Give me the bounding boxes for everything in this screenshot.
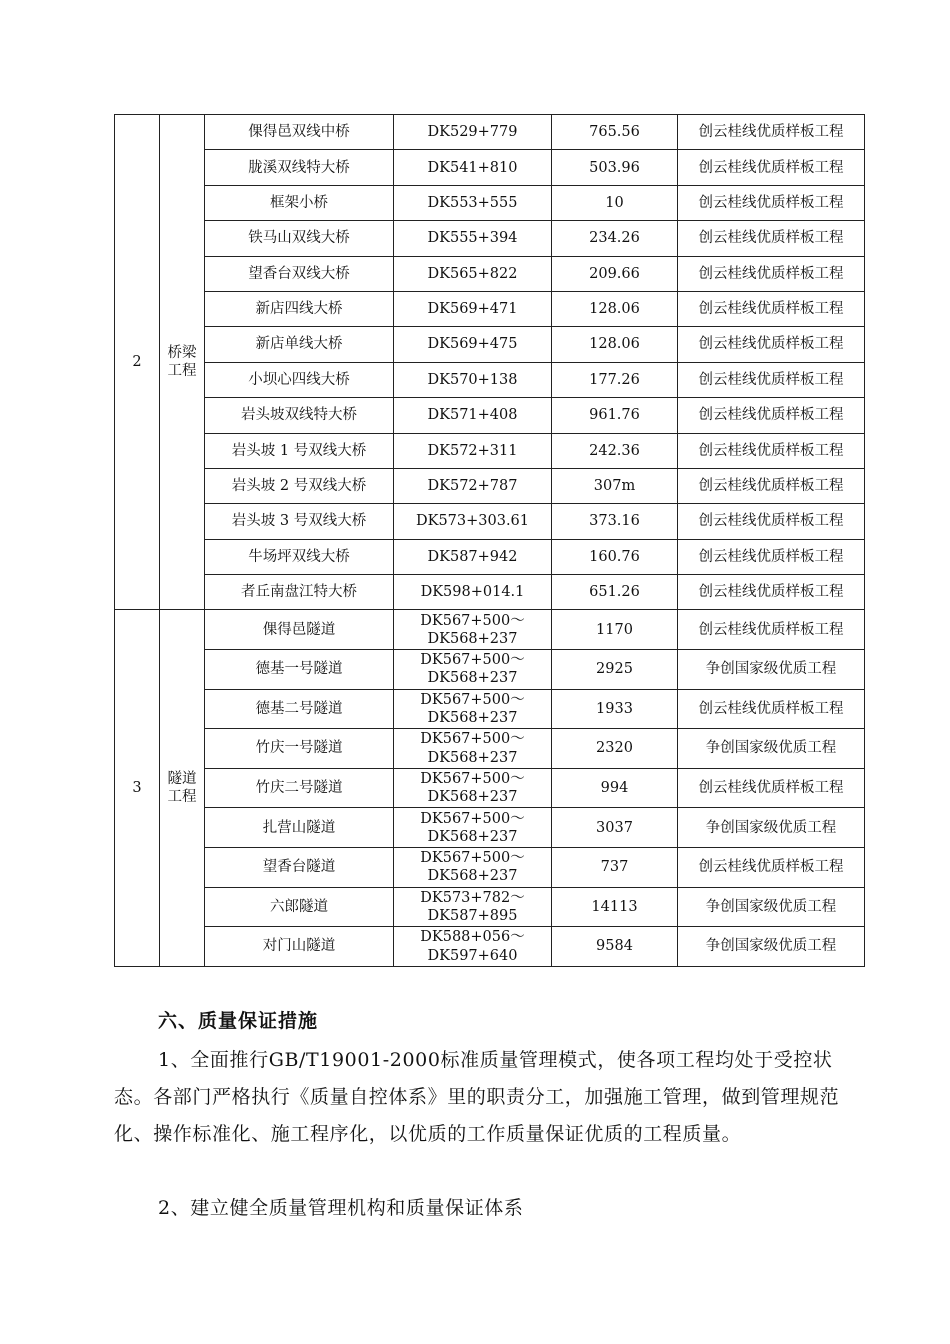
length-cell: 765.56	[552, 115, 678, 150]
length-cell: 961.76	[552, 398, 678, 433]
length-cell: 14113	[552, 887, 678, 927]
mileage-cell: DK571+408	[394, 398, 552, 433]
quality-goal-cell: 创云桂线优质样板工程	[678, 256, 865, 291]
length-cell: 2320	[552, 729, 678, 769]
table-row	[115, 150, 865, 185]
mileage-cell: DK570+138	[394, 362, 552, 397]
quality-goal-cell: 创云桂线优质样板工程	[678, 504, 865, 539]
quality-goal-cell: 创云桂线优质样板工程	[678, 291, 865, 326]
mileage-cell: DK555+394	[394, 221, 552, 256]
table-row	[115, 650, 865, 690]
mileage-end: DK568+237	[427, 789, 518, 806]
table-row	[115, 504, 865, 539]
quality-goal-cell: 创云桂线优质样板工程	[678, 610, 865, 650]
mileage-cell	[394, 689, 552, 729]
length-cell: 994	[552, 768, 678, 808]
quality-goal-cell: 创云桂线优质样板工程	[678, 689, 865, 729]
project-name-cell: 岩头坡 1 号双线大桥	[205, 433, 394, 468]
table-row	[115, 729, 865, 769]
project-name-cell: 者丘南盘江特大桥	[205, 575, 394, 610]
mileage-cell	[394, 729, 552, 769]
project-name-cell: 倮得邑隧道	[205, 610, 394, 650]
project-name-cell: 岩头坡双线特大桥	[205, 398, 394, 433]
length-cell: 160.76	[552, 539, 678, 574]
mileage-end: DK587+895	[427, 907, 518, 924]
table-row	[115, 221, 865, 256]
length-cell: 1170	[552, 610, 678, 650]
section-heading: 六、质量保证措施	[158, 1010, 319, 1032]
project-name-cell: 框架小桥	[205, 185, 394, 220]
mileage-end: DK568+237	[427, 828, 518, 845]
length-cell: 3037	[552, 808, 678, 848]
project-name-cell: 小坝心四线大桥	[205, 362, 394, 397]
quality-goal-cell: 创云桂线优质样板工程	[678, 327, 865, 362]
quality-goal-cell: 争创国家级优质工程	[678, 927, 865, 967]
length-cell: 307m	[552, 468, 678, 503]
mileage-cell: DK569+471	[394, 291, 552, 326]
mileage-cell: DK572+787	[394, 468, 552, 503]
quality-goal-cell: 创云桂线优质样板工程	[678, 433, 865, 468]
project-name-cell: 竹庆二号隧道	[205, 768, 394, 808]
mileage-end: DK568+237	[427, 709, 518, 726]
mileage-end: DK568+237	[427, 749, 518, 766]
quality-goal-cell: 争创国家级优质工程	[678, 887, 865, 927]
quality-goal-cell: 创云桂线优质样板工程	[678, 539, 865, 574]
table-row	[115, 327, 865, 362]
mileage-cell: DK573+303.61	[394, 504, 552, 539]
table-row	[115, 256, 865, 291]
mileage-start: DK567+500～	[420, 850, 525, 867]
quality-goal-cell: 争创国家级优质工程	[678, 808, 865, 848]
length-cell: 234.26	[552, 221, 678, 256]
mileage-start: DK567+500～	[420, 771, 525, 788]
mileage-cell: DK565+822	[394, 256, 552, 291]
group-index-cell: 3	[115, 610, 160, 966]
quality-goal-cell: 创云桂线优质样板工程	[678, 150, 865, 185]
mileage-cell: DK553+555	[394, 185, 552, 220]
paragraph-1: 1、全面推行GB/T19001-2000标准质量管理模式，使各项工程均处于受控状态。各部门严格执行《质量自控体系》里的职责分工，加强施工管理，做到管理规范化、操作标准化、施工程序化，以优质的工作质量保证优质的工程质量。	[114, 1049, 840, 1145]
quality-goal-cell: 争创国家级优质工程	[678, 650, 865, 690]
table-row	[115, 927, 865, 967]
length-cell: 177.26	[552, 362, 678, 397]
table-row	[115, 362, 865, 397]
mileage-cell: DK598+014.1	[394, 575, 552, 610]
table-row	[115, 768, 865, 808]
table-row	[115, 185, 865, 220]
mileage-start: DK567+500～	[420, 612, 525, 629]
mileage-end: DK568+237	[427, 670, 518, 687]
length-cell: 9584	[552, 927, 678, 967]
mileage-cell	[394, 610, 552, 650]
length-cell: 2925	[552, 650, 678, 690]
table-row	[115, 575, 865, 610]
table-row	[115, 539, 865, 574]
mileage-cell	[394, 768, 552, 808]
mileage-cell	[394, 887, 552, 927]
table-row	[115, 468, 865, 503]
length-cell: 128.06	[552, 291, 678, 326]
project-name-cell: 六郎隧道	[205, 887, 394, 927]
length-cell: 10	[552, 185, 678, 220]
project-name-cell: 新店单线大桥	[205, 327, 394, 362]
quality-goal-cell: 创云桂线优质样板工程	[678, 848, 865, 888]
mileage-start: DK567+500～	[420, 652, 525, 669]
length-cell: 503.96	[552, 150, 678, 185]
mileage-cell: DK587+942	[394, 539, 552, 574]
quality-goal-cell: 创云桂线优质样板工程	[678, 398, 865, 433]
mileage-end: DK568+237	[427, 630, 518, 647]
paragraph-2: 2、建立健全质量管理机构和质量保证体系	[158, 1197, 524, 1219]
mileage-start: DK573+782～	[420, 889, 525, 906]
mileage-start: DK567+500～	[420, 731, 525, 748]
group-category-cell: 隧道 工程	[160, 610, 205, 966]
mileage-end: DK568+237	[427, 868, 518, 885]
length-cell: 1933	[552, 689, 678, 729]
length-cell: 651.26	[552, 575, 678, 610]
project-name-cell: 望香台双线大桥	[205, 256, 394, 291]
project-name-cell: 新店四线大桥	[205, 291, 394, 326]
table-row	[115, 610, 865, 650]
mileage-end: DK597+640	[427, 947, 518, 964]
mileage-cell: DK569+475	[394, 327, 552, 362]
mileage-start: DK567+500～	[420, 810, 525, 827]
table-row	[115, 398, 865, 433]
project-quality-table	[114, 114, 865, 967]
project-name-cell: 铁马山双线大桥	[205, 221, 394, 256]
mileage-cell: DK529+779	[394, 115, 552, 150]
quality-goal-cell: 创云桂线优质样板工程	[678, 362, 865, 397]
length-cell: 242.36	[552, 433, 678, 468]
project-name-cell: 岩头坡 2 号双线大桥	[205, 468, 394, 503]
project-name-cell: 德基一号隧道	[205, 650, 394, 690]
table-row	[115, 291, 865, 326]
group-category-cell: 桥梁 工程	[160, 115, 205, 610]
project-name-cell: 望香台隧道	[205, 848, 394, 888]
quality-goal-cell: 创云桂线优质样板工程	[678, 115, 865, 150]
mileage-cell	[394, 650, 552, 690]
mileage-start: DK567+500～	[420, 691, 525, 708]
project-name-cell: 倮得邑双线中桥	[205, 115, 394, 150]
table-row	[115, 115, 865, 150]
project-name-cell: 对门山隧道	[205, 927, 394, 967]
mileage-cell	[394, 848, 552, 888]
length-cell: 209.66	[552, 256, 678, 291]
length-cell: 737	[552, 848, 678, 888]
table-row	[115, 887, 865, 927]
project-name-cell: 竹庆一号隧道	[205, 729, 394, 769]
project-name-cell: 扎营山隧道	[205, 808, 394, 848]
quality-goal-cell: 争创国家级优质工程	[678, 729, 865, 769]
table-row	[115, 808, 865, 848]
mileage-cell	[394, 927, 552, 967]
project-name-cell: 胧溪双线特大桥	[205, 150, 394, 185]
table-row	[115, 848, 865, 888]
quality-goal-cell: 创云桂线优质样板工程	[678, 468, 865, 503]
group-index-cell: 2	[115, 115, 160, 610]
length-cell: 128.06	[552, 327, 678, 362]
quality-goal-cell: 创云桂线优质样板工程	[678, 221, 865, 256]
table-row	[115, 689, 865, 729]
mileage-cell: DK541+810	[394, 150, 552, 185]
mileage-cell	[394, 808, 552, 848]
quality-goal-cell: 创云桂线优质样板工程	[678, 575, 865, 610]
project-name-cell: 德基二号隧道	[205, 689, 394, 729]
mileage-cell: DK572+311	[394, 433, 552, 468]
mileage-start: DK588+056～	[420, 929, 525, 946]
length-cell: 373.16	[552, 504, 678, 539]
table-row	[115, 433, 865, 468]
quality-goal-cell: 创云桂线优质样板工程	[678, 185, 865, 220]
project-name-cell: 牛场坪双线大桥	[205, 539, 394, 574]
project-name-cell: 岩头坡 3 号双线大桥	[205, 504, 394, 539]
quality-goal-cell: 创云桂线优质样板工程	[678, 768, 865, 808]
